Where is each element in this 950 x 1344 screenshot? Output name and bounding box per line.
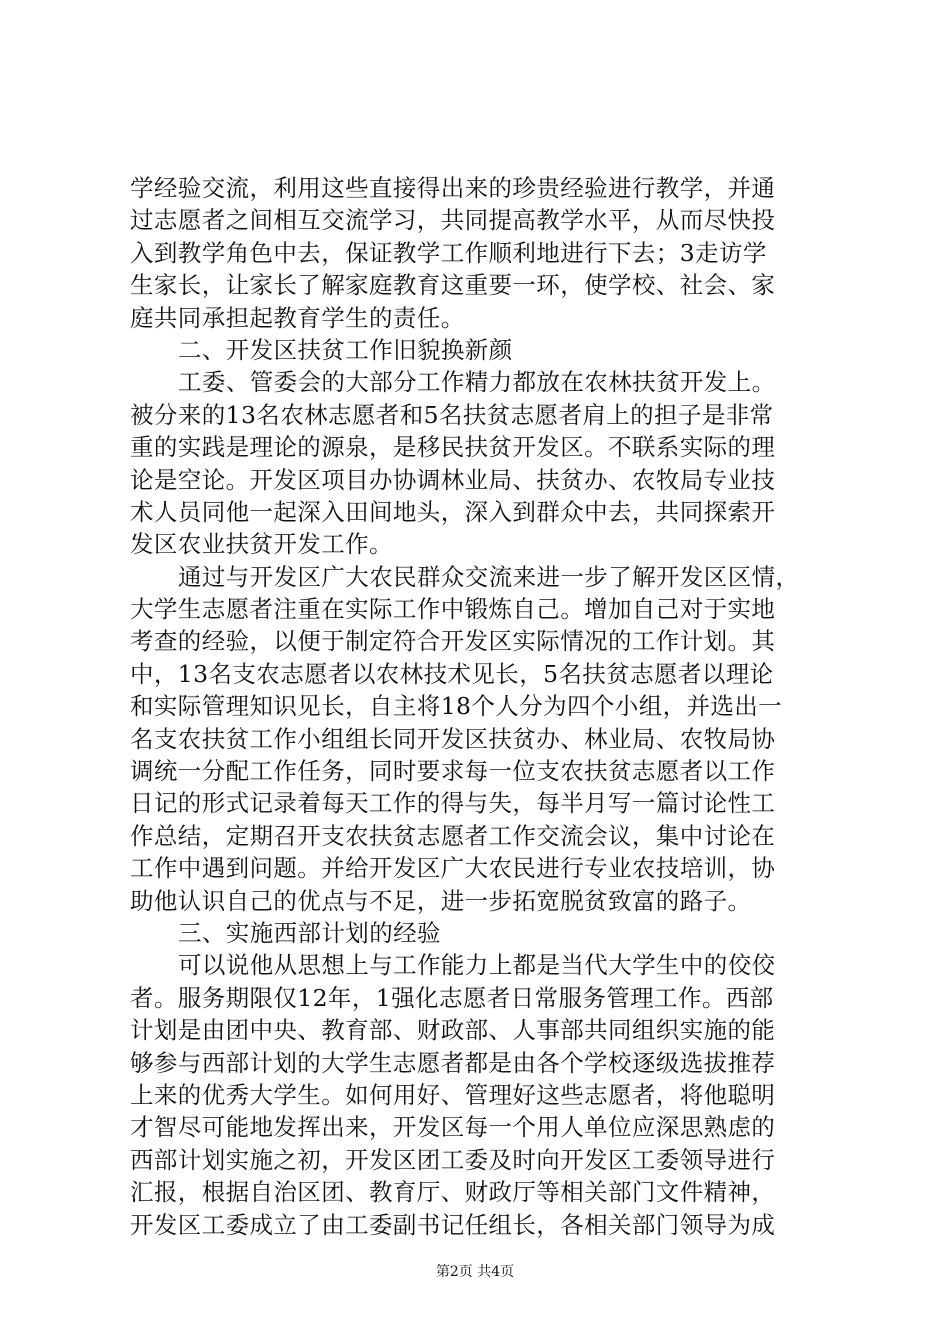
text-line: 论是空论。开发区项目办协调林业局、扶贫办、农牧局专业技 <box>130 465 776 494</box>
text-line: 才智尽可能地发挥出来，开发区每一个用人单位应深思熟虑的 <box>130 1113 776 1142</box>
text-line: 生家长，让家长了解家庭教育这重要一环，使学校、社会、家 <box>130 271 776 300</box>
text-line: 通过与开发区广大农民群众交流来进一步了解开发区区情， <box>178 562 800 591</box>
text-line: 汇报，根据自治区团、教育厅、财政厅等相关部门文件精神， <box>130 1178 776 1207</box>
text-line: 西部计划实施之初，开发区团工委及时向开发区工委领导进行 <box>130 1145 776 1174</box>
text-line: 日记的形式记录着每天工作的得与失，每半月写一篇讨论性工 <box>130 789 776 818</box>
text-line: 上来的优秀大学生。如何用好、管理好这些志愿者，将他聪明 <box>130 1080 776 1109</box>
text-line: 学经验交流，利用这些直接得出来的珍贵经验进行教学，并通 <box>130 174 776 202</box>
text-line: 工作中遇到问题。并给开发区广大农民进行专业农技培训，协 <box>130 854 776 883</box>
text-line: 术人员同他一起深入田间地头，深入到群众中去，共同探索开 <box>130 497 776 526</box>
text-line: 重的实践是理论的源泉，是移民扶贫开发区。不联系实际的理 <box>130 433 776 462</box>
text-line: 被分来的13名农林志愿者和5名扶贫志愿者肩上的担子是非常 <box>130 400 774 429</box>
text-line: 和实际管理知识见长，自主将18个人分为四个小组，并选出一 <box>130 692 783 721</box>
text-line: 名支农扶贫工作小组组长同开发区扶贫办、林业局、农牧局协 <box>130 724 776 753</box>
text-line: 庭共同承担起教育学生的责任。 <box>130 303 465 332</box>
page-footer <box>0 1262 950 1282</box>
text-line: 入到教学角色中去，保证教学工作顺利地进行下去；3走访学 <box>130 238 767 267</box>
text-line: 发区农业扶贫开发工作。 <box>130 530 393 559</box>
text-line: 大学生志愿者注重在实际工作中锻炼自己。增加自己对于实地 <box>130 595 776 624</box>
text-line: 计划是由团中央、教育部、财政部、人事部共同组织实施的能 <box>130 1016 776 1045</box>
text-line: 助他认识自己的优点与不足，进一步拓宽脱贫致富的路子。 <box>130 886 752 915</box>
text-line: 调统一分配工作任务，同时要求每一位支农扶贫志愿者以工作 <box>130 757 776 786</box>
text-line: 三、实施西部计划的经验 <box>178 918 441 947</box>
text-line: 可以说他从思想上与工作能力上都是当代大学生中的佼佼 <box>178 951 776 980</box>
text-line: 够参与西部计划的大学生志愿者都是由各个学校逐级选拔推荐 <box>130 1048 776 1077</box>
document-body <box>130 172 820 1241</box>
page-number-label: 第2页 共4页 <box>435 1264 515 1280</box>
text-line: 中，13名支农志愿者以农林技术见长，5名扶贫志愿者以理论 <box>130 659 774 688</box>
text-line: 工委、管委会的大部分工作精力都放在农林扶贫开发上。 <box>178 368 776 397</box>
text-line: 者。服务期限仅12年，1强化志愿者日常服务管理工作。西部 <box>130 983 774 1012</box>
text-line: 作总结，定期召开支农扶贫志愿者工作交流会议，集中讨论在 <box>130 821 776 850</box>
text-line: 过志愿者之间相互交流学习，共同提高教学水平，从而尽快投 <box>130 206 776 235</box>
text-line: 考查的经验，以便于制定符合开发区实际情况的工作计划。其 <box>130 627 776 656</box>
text-line: 二、开发区扶贫工作旧貌换新颜 <box>178 335 513 364</box>
text-line: 开发区工委成立了由工委副书记任组长，各相关部门领导为成 <box>130 1210 776 1239</box>
